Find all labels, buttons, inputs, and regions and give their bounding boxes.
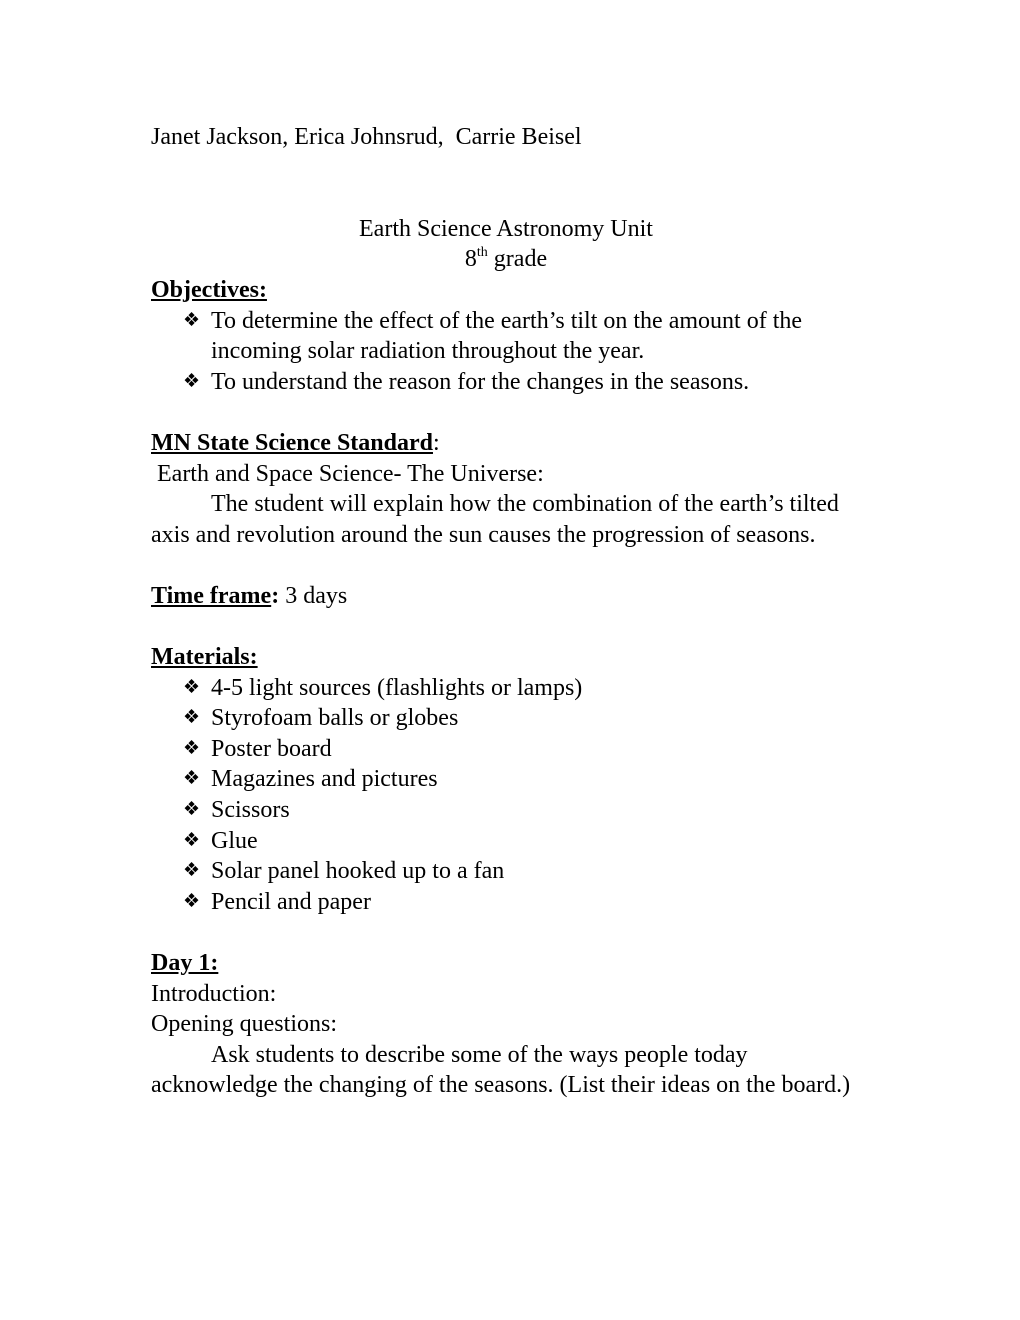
- day1-opening: Opening questions:: [151, 1011, 337, 1038]
- diamond-bullet-icon: ❖: [183, 829, 201, 851]
- material-text: Poster board: [211, 735, 332, 762]
- diamond-bullet-icon: ❖: [183, 890, 201, 912]
- grade-number: 8: [464, 246, 477, 273]
- diamond-bullet-icon: ❖: [183, 768, 201, 790]
- material-text: Scissors: [211, 797, 290, 824]
- list-item: [183, 764, 871, 795]
- day1-text: Ask students to describe some of the ways people today acknowledge the changing of the seasons. (List their ideas on the board.): [151, 1041, 851, 1099]
- diamond-bullet-icon: ❖: [183, 370, 201, 392]
- material-text: Glue: [211, 827, 258, 854]
- colon: :: [271, 582, 280, 609]
- diamond-bullet-icon: ❖: [183, 676, 201, 698]
- day1-heading: Day 1:: [151, 950, 219, 977]
- list-item: [183, 703, 871, 734]
- objectives-list: [151, 306, 871, 398]
- day1-intro: Introduction:: [151, 980, 277, 1007]
- diamond-bullet-icon: ❖: [183, 799, 201, 821]
- list-item: [183, 887, 871, 918]
- materials-heading: Materials:: [151, 644, 258, 671]
- grade-suffix: th: [476, 245, 488, 261]
- grade-word: grade: [487, 246, 548, 273]
- timeframe-heading: Time frame: [151, 582, 272, 609]
- materials-list: [151, 673, 871, 918]
- list-item: [183, 367, 871, 398]
- document-page: [151, 122, 871, 1101]
- material-text: Solar panel hooked up to a fan: [211, 858, 505, 885]
- list-item: [183, 673, 871, 704]
- list-item: [183, 306, 871, 367]
- material-text: Pencil and paper: [211, 888, 371, 915]
- document-title: Earth Science Astronomy Unit: [359, 215, 653, 242]
- diamond-bullet-icon: ❖: [183, 707, 201, 729]
- objective-text: To understand the reason for the changes in the seasons.: [211, 368, 750, 395]
- timeframe-line: [151, 581, 871, 612]
- standard-heading: MN State Science Standard: [151, 429, 433, 456]
- list-item: [183, 856, 871, 887]
- list-item: [183, 795, 871, 826]
- list-item: [183, 734, 871, 765]
- standard-heading-line: [151, 428, 871, 459]
- material-text: Styrofoam balls or globes: [211, 705, 459, 732]
- authors: Janet Jackson, Erica Johnsrud, Carrie Beisel: [151, 124, 582, 150]
- diamond-bullet-icon: ❖: [183, 737, 201, 759]
- material-text: Magazines and pictures: [211, 766, 438, 793]
- timeframe-value: 3 days: [279, 582, 348, 609]
- material-text: 4-5 light sources (flashlights or lamps): [211, 674, 583, 701]
- objective-text: To determine the effect of the earth’s tilt on the amount of the incoming solar radiation throughout the year.: [211, 307, 803, 365]
- diamond-bullet-icon: ❖: [183, 860, 201, 882]
- colon: :: [432, 429, 440, 456]
- grade-level: [141, 244, 871, 275]
- standard-text: The student will explain how the combination of the earth’s tilted axis and revolution around the sun causes the progression of seasons.: [151, 491, 839, 548]
- standard-subheading: Earth and Space Science- The Universe:: [151, 460, 544, 487]
- objectives-heading: Objectives:: [151, 276, 267, 303]
- diamond-bullet-icon: ❖: [183, 309, 201, 331]
- list-item: [183, 826, 871, 857]
